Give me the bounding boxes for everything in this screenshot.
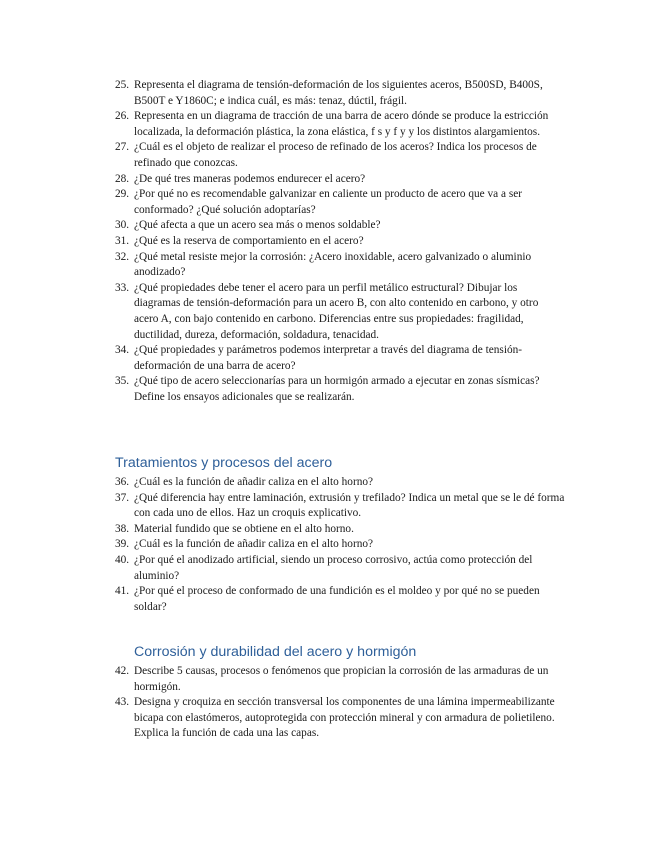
item-number: 25. [115, 79, 130, 91]
item-text: ¿Por qué el proceso de conformado de una fundición es el moldeo y por qué no se pueden soldar? [134, 585, 540, 613]
item-text: ¿Por qué no es recomendable galvanizar en caliente un producto de acero que va a ser conformado? ¿Qué solución adoptarías? [134, 188, 522, 216]
item-number: 35. [115, 375, 130, 388]
item-number: 27. [115, 141, 130, 154]
question-list-tratamientos [0, 475, 655, 615]
item-text: ¿Qué propiedades debe tener el acero para un perfil metálico estructural? Dibujar los diagramas de tensión-deformación para un acero B, con alto contenido en carbono, y otro acero A, con bajo contenido en carbono. Diferencias entre sus propiedades: fragilidad, ductilidad, dureza, deformación, soldadura, tenacidad. [134, 281, 539, 341]
list-item [0, 187, 655, 218]
item-text: ¿Qué propiedades y parámetros podemos interpretar a través del diagrama de tensión-deformación de una barra de acero? [134, 344, 523, 372]
list-item [0, 695, 655, 742]
list-item [0, 78, 655, 109]
item-text: Material fundido que se obtiene en el alto horno. [134, 522, 354, 535]
list-item [0, 664, 655, 695]
item-number: 30. [115, 219, 130, 232]
item-text: ¿Qué tipo de acero seleccionarías para un hormigón armado a ejecutar en zonas sísmicas? Define los ensayos adicionales que se realizarán. [134, 375, 540, 403]
list-item [0, 491, 655, 522]
item-text: Representa en un diagrama de tracción de una barra de acero dónde se produce la estricción localizada, la deformación plástica, la zona elástica, f s y f y y los distintos alargamientos. [134, 110, 549, 138]
question-list-corrosion [0, 664, 655, 742]
list-item [0, 522, 655, 538]
item-number: 43. [115, 696, 130, 709]
item-number: 28. [115, 172, 130, 185]
list-item [0, 343, 655, 374]
item-text: ¿Qué es la reserva de comportamiento en el acero? [134, 234, 364, 247]
list-item [0, 374, 655, 405]
item-text: ¿Por qué el anodizado artificial, siendo un proceso corrosivo, actúa como protección del aluminio? [134, 553, 533, 582]
item-text: Describe 5 causas, procesos o fenómenos que propician la corrosión de las armaduras de un hormigón. [134, 665, 549, 693]
item-text: ¿De qué tres maneras podemos endurecer el acero? [134, 172, 366, 185]
section-heading-tratamientos: Tratamientos y procesos del acero [115, 455, 333, 471]
item-text: ¿Cuál es el objeto de realizar el proceso de refinado de los aceros? Indica los procesos de refinado que conozcas. [134, 141, 537, 169]
item-number: 33. [115, 281, 130, 294]
item-number: 37. [115, 491, 130, 504]
item-text: ¿Cuál es la función de añadir caliza en el alto horno? [134, 538, 374, 551]
list-item [0, 109, 655, 140]
item-number: 39. [115, 538, 130, 551]
item-number: 41. [115, 585, 130, 598]
list-item [0, 475, 655, 491]
item-text: ¿Qué diferencia hay entre laminación, extrusión y trefilado? Indica un metal que se le dé forma con cada uno de ellos. Haz un croquis explicativo. [134, 491, 565, 520]
item-number: 36. [115, 476, 130, 488]
item-number: 38. [115, 522, 130, 535]
section-heading-corrosion: Corrosión y durabilidad del acero y hormigón [134, 644, 417, 660]
list-item [0, 172, 655, 188]
item-number: 31. [115, 234, 130, 247]
item-text: ¿Qué afecta a que un acero sea más o menos soldable? [134, 219, 381, 232]
item-number: 26. [115, 110, 130, 123]
item-number: 29. [115, 188, 130, 201]
item-text: Representa el diagrama de tensión-deformación de los siguientes aceros, B500SD, B400S, B500T e Y1860C; e indica cuál, es más: tenaz, dúctil, frágil. [134, 79, 543, 107]
question-list-materials [0, 78, 655, 405]
list-item [0, 537, 655, 553]
list-item [0, 234, 655, 250]
item-number: 34. [115, 344, 130, 357]
list-item [0, 218, 655, 234]
list-item [0, 140, 655, 171]
item-text: ¿Qué metal resiste mejor la corrosión: ¿Acero inoxidable, acero galvanizado o aluminio anodizado? [134, 250, 532, 279]
list-item [0, 250, 655, 281]
item-text: Designa y croquiza en sección transversal los componentes de una lámina impermeabilizante bicapa con elastómeros, autoprotegida con protección mineral y con armadura de polietileno. Explica la función de cada una las capas. [134, 696, 555, 740]
list-item [0, 553, 655, 584]
item-number: 32. [115, 250, 130, 263]
item-text: ¿Cuál es la función de añadir caliza en el alto horno? [134, 476, 374, 488]
list-item [0, 281, 655, 343]
item-number: 40. [115, 553, 130, 566]
item-number: 42. [115, 665, 130, 677]
list-item [0, 584, 655, 615]
